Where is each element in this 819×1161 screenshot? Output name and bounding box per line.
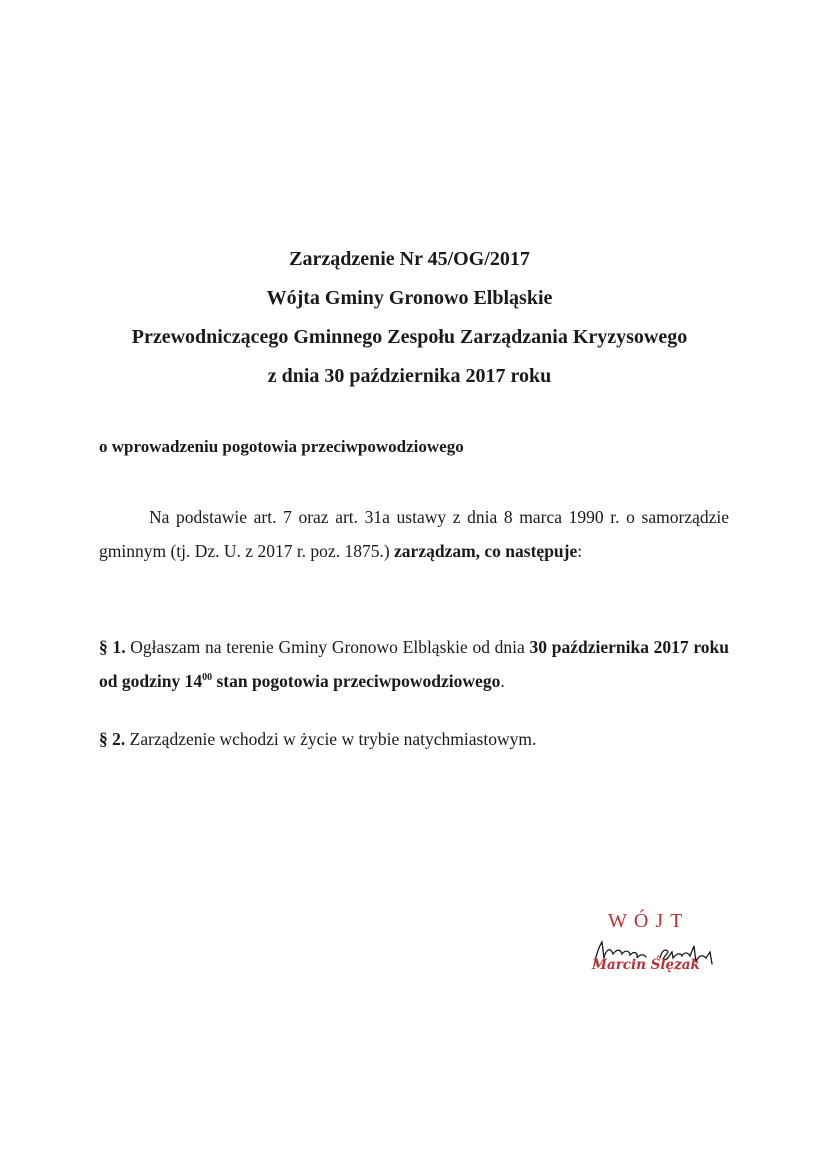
ordinance-subject: o wprowadzeniu pogotowia przeciwpowodziowego <box>99 437 464 456</box>
section-1-end: . <box>500 671 505 691</box>
section-1-bold-date: 30 października 2017 roku od godziny 14 <box>99 637 730 691</box>
section-1-bold-status: stan pogotowia przeciwpowodziowego <box>212 671 501 691</box>
stamp-title: WÓJT <box>608 910 690 932</box>
preamble-paragraph <box>99 500 729 568</box>
section-2-text: Zarządzenie wchodzi w życie w trybie natychmiastowym. <box>125 729 537 749</box>
preamble-bold: zarządzam, co następuje <box>394 541 578 561</box>
section-1-marker: § 1. <box>99 637 126 657</box>
section-2-paragraph <box>99 722 729 756</box>
issuer-role: Przewodniczącego Gminnego Zespołu Zarządzania Kryzysowego <box>131 326 688 348</box>
section-1-superscript: 00 <box>202 672 213 683</box>
issuer-title: Wójta Gminy Gronowo Elbląskie <box>266 287 553 309</box>
preamble-end: : <box>577 541 583 561</box>
stamp-name: Marcin Ślęzak <box>592 957 700 973</box>
ordinance-number: Zarządzenie Nr 45/OG/2017 <box>289 248 530 270</box>
section-1-paragraph <box>99 630 729 698</box>
preamble-text: Na podstawie art. 7 oraz art. 31a ustawy z dnia 8 marca 1990 r. o samorządzie gminnym (tj. Dz. U. z 2017 r. poz. 1875.) <box>99 507 729 561</box>
section-2-marker: § 2. <box>99 729 126 749</box>
official-stamp <box>580 910 740 990</box>
ordinance-date: z dnia 30 października 2017 roku <box>267 365 552 387</box>
section-1-text: Ogłaszam na terenie Gminy Gronowo Elbląskie od dnia <box>125 637 530 657</box>
document-header <box>0 240 819 396</box>
